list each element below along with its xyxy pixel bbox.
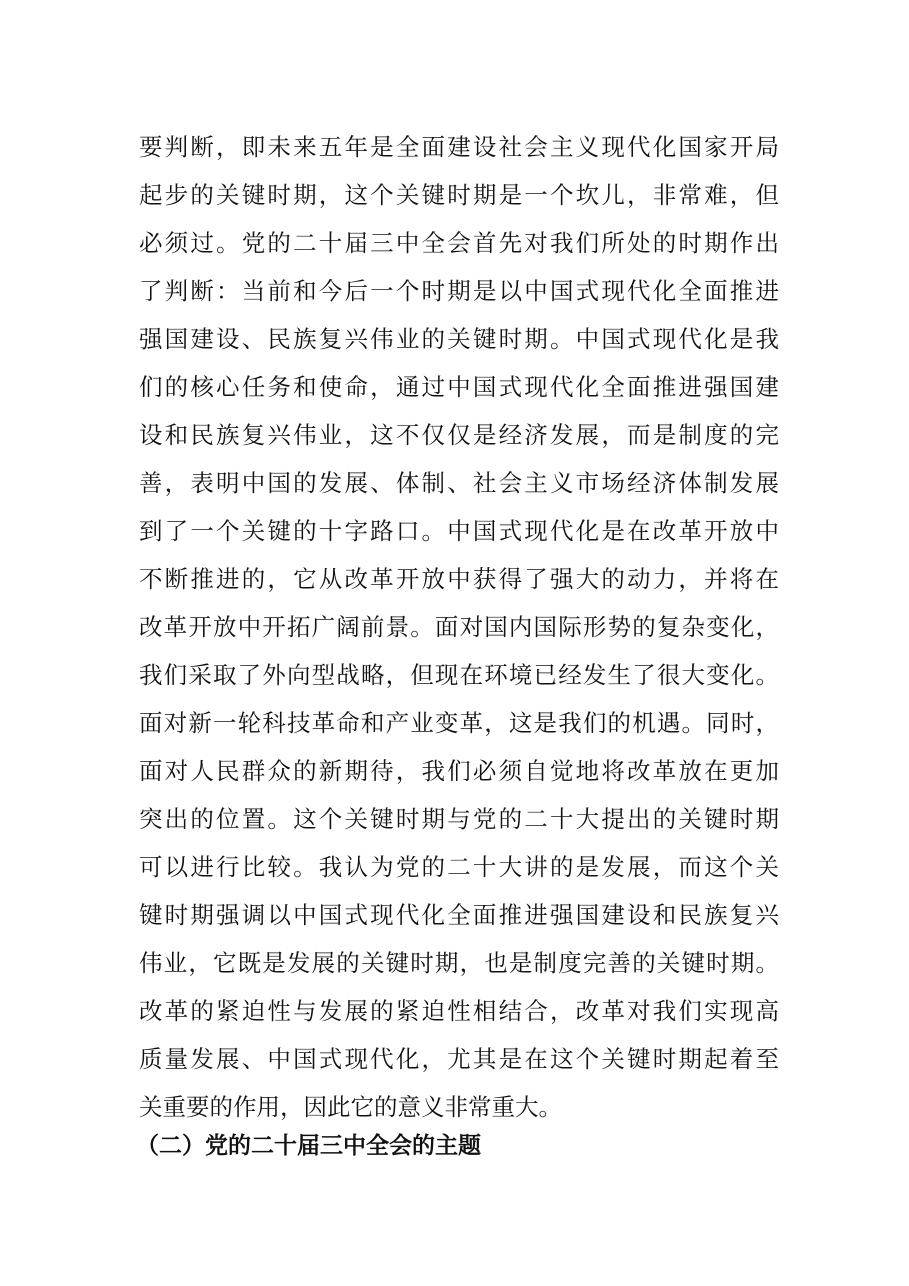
paragraph-line: 们的核心任务和使命，通过中国式现代化全面推进强国建	[139, 373, 779, 401]
paragraph-line: 改革的紧迫性与发展的紧迫性相结合，改革对我们实现高	[139, 997, 779, 1025]
paragraph-line: 关重要的作用，因此它的意义非常重大。	[139, 1093, 562, 1121]
paragraph-line: 质量发展、中国式现代化，尤其是在这个关键时期起着至	[139, 1045, 779, 1073]
paragraph-line: 到了一个关键的十字路口。中国式现代化是在改革开放中	[139, 517, 779, 545]
body-paragraph	[139, 123, 779, 1131]
paragraph-line: 面对新一轮科技革命和产业变革，这是我们的机遇。同时，	[139, 709, 779, 737]
paragraph-line: 强国建设、民族复兴伟业的关键时期。中国式现代化是我	[139, 325, 779, 353]
paragraph-line: 伟业，它既是发展的关键时期，也是制度完善的关键时期。	[139, 949, 779, 977]
paragraph-line: 起步的关键时期，这个关键时期是一个坎儿，非常难，但	[139, 181, 779, 209]
paragraph-line: 面对人民群众的新期待，我们必须自觉地将改革放在更加	[139, 757, 779, 785]
paragraph-line: 可以进行比较。我认为党的二十大讲的是发展，而这个关	[139, 853, 779, 881]
paragraph-line: 设和民族复兴伟业，这不仅仅是经济发展，而是制度的完	[139, 421, 779, 449]
paragraph-line: 不断推进的，它从改革开放中获得了强大的动力，并将在	[139, 565, 779, 593]
section-heading: （二）党的二十届三中全会的主题	[136, 1133, 481, 1159]
paragraph-line: 必须过。党的二十届三中全会首先对我们所处的时期作出	[139, 229, 779, 257]
paragraph-line: 了判断：当前和今后一个时期是以中国式现代化全面推进	[139, 277, 779, 305]
paragraph-line: 善，表明中国的发展、体制、社会主义市场经济体制发展	[139, 469, 779, 497]
paragraph-line: 我们采取了外向型战略，但现在环境已经发生了很大变化。	[139, 661, 779, 689]
paragraph-line: 键时期强调以中国式现代化全面推进强国建设和民族复兴	[139, 901, 779, 929]
paragraph-line: 改革开放中开拓广阔前景。面对国内国际形势的复杂变化，	[139, 613, 779, 641]
paragraph-line: 突出的位置。这个关键时期与党的二十大提出的关键时期	[139, 805, 779, 833]
paragraph-line: 要判断，即未来五年是全面建设社会主义现代化国家开局	[139, 133, 779, 161]
